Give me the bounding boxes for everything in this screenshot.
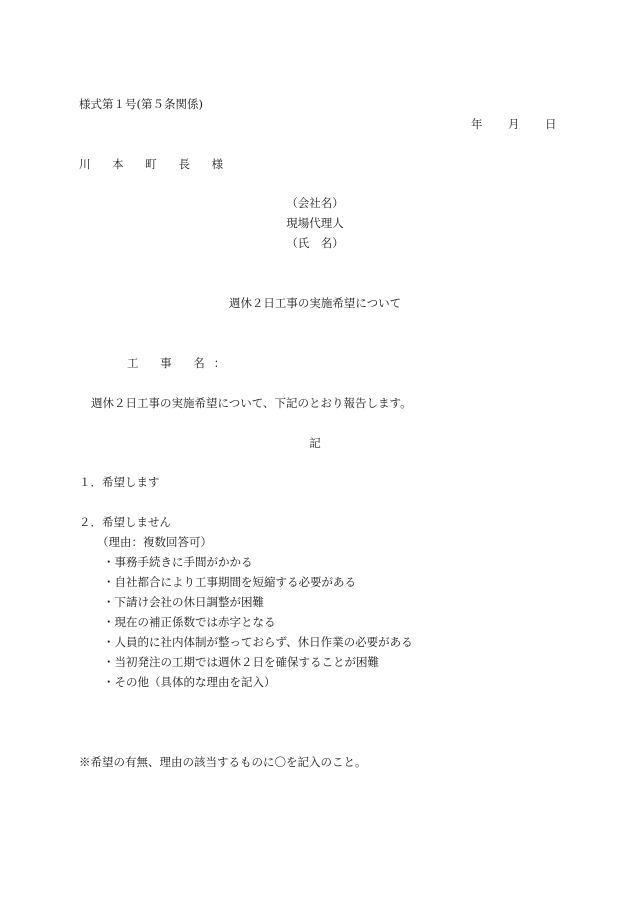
- reason-item: ・人員的に社内体制が整っておらず、休日作業の必要がある: [103, 635, 413, 649]
- date-line: [471, 119, 557, 131]
- reason-item: ・当初発注の工期では週休２日を確保することが困難: [103, 655, 379, 669]
- reason-item: ・事務手続きに手間がかかる: [103, 555, 253, 569]
- footnote: ※希望の有無、理由の該当するものに〇を記入のこと。: [79, 755, 367, 769]
- date-month-label: 月: [508, 117, 520, 131]
- sender-company: （会社名）: [286, 196, 344, 210]
- sender-name: （氏 名）: [286, 236, 344, 250]
- reason-item: ・下請け会社の休日調整が困難: [103, 595, 264, 609]
- option-wish: １．希望します: [79, 475, 160, 489]
- ki-heading: 記: [309, 436, 321, 450]
- sender-role: 現場代理人: [286, 216, 344, 230]
- form-number: 様式第１号(第５条関係): [79, 97, 203, 111]
- reason-list: [103, 557, 413, 697]
- reason-item: ・自社都合により工事期間を短縮する必要がある: [103, 575, 356, 589]
- date-year-label: 年: [471, 117, 483, 131]
- document-title: 週休２日工事の実施希望について: [228, 296, 402, 310]
- addressee: 川 本 町 長 様: [79, 157, 233, 171]
- work-name-label: 工 事 名：: [127, 356, 235, 370]
- intro-text: 週休２日工事の実施希望について、下記のとおり報告します。: [91, 396, 412, 410]
- date-day-label: 日: [545, 117, 557, 131]
- reason-item: ・現在の補正係数では赤字となる: [103, 615, 276, 629]
- reason-item: ・その他（具体的な理由を記入）: [103, 675, 276, 689]
- reason-heading: （理由：複数回答可）: [97, 535, 212, 549]
- option-no-wish: ２．希望しません: [79, 515, 171, 529]
